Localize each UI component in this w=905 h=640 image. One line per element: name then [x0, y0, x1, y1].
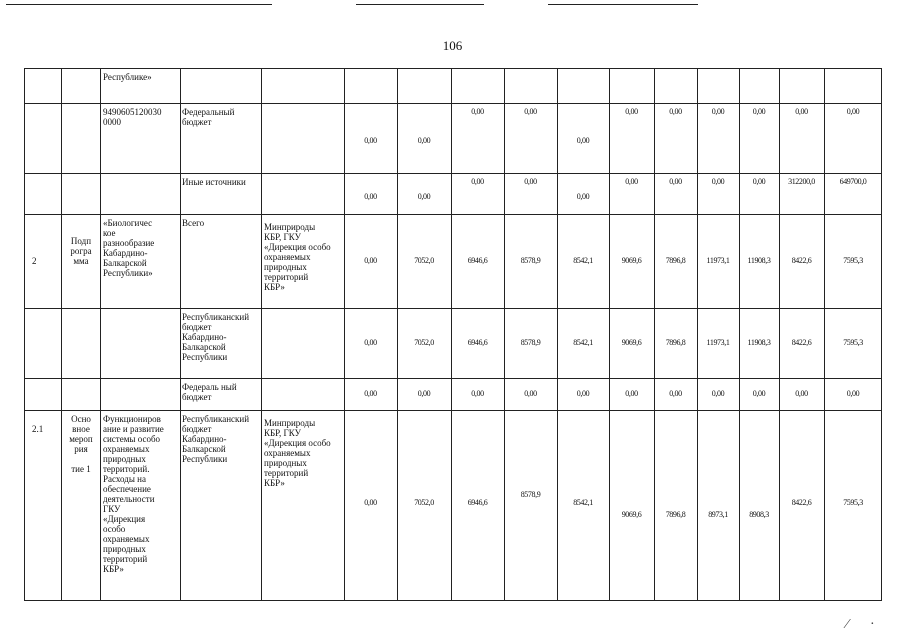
value-cell: 9069,6: [621, 338, 642, 347]
row-name: 9490605120030 0000: [103, 107, 162, 127]
header-rule: [356, 4, 484, 5]
value-cell: 6946,6: [467, 497, 488, 507]
table-row-rule: [24, 378, 882, 379]
value-cell: 0,00: [752, 389, 766, 398]
value-cell: 0,00: [471, 107, 484, 116]
value-cell: 0,00: [364, 389, 377, 398]
page-number: 106: [442, 38, 463, 53]
table-row-rule: [24, 173, 882, 174]
row-type: Осно вное мероп рия тие 1: [69, 414, 93, 474]
value-cell: 0,00: [364, 497, 377, 507]
value-cell: 7595,3: [843, 256, 863, 265]
value-cell: 0,00: [524, 177, 537, 186]
value-cell: 0,00: [417, 191, 431, 201]
value-cell: 0,00: [524, 107, 537, 116]
value-cell: 8578,9: [520, 338, 541, 347]
value-cell: 7896,8: [665, 509, 686, 519]
table-col-rule: [739, 68, 740, 601]
value-cell: 0,00: [625, 389, 638, 398]
value-cell: 11908,3: [747, 256, 771, 265]
value-cell: 649700,0: [839, 177, 867, 186]
row-name: Республике»: [103, 72, 152, 82]
value-cell: 8422,6: [791, 497, 812, 507]
value-cell: 0,00: [669, 107, 682, 116]
value-cell: 0,00: [752, 177, 766, 186]
value-cell: 9069,6: [621, 256, 642, 265]
row-source: Всего: [182, 218, 205, 228]
row-type: Подп рогра мма: [70, 236, 92, 266]
value-cell: 0,00: [364, 256, 377, 265]
value-cell: 8542,1: [573, 338, 593, 347]
table-col-rule: [397, 68, 398, 601]
row-source: Федераль ный бюджет: [182, 382, 237, 402]
value-cell: 8542,1: [573, 256, 593, 265]
value-cell: 0,00: [795, 389, 808, 398]
value-cell: 0,00: [625, 177, 638, 186]
table-row-rule: [24, 600, 882, 601]
value-cell: 9069,6: [621, 509, 642, 519]
table-row-rule: [24, 68, 882, 69]
value-cell: 11973,1: [706, 338, 730, 347]
value-cell: 7896,8: [665, 338, 686, 347]
value-cell: 0,00: [576, 389, 590, 398]
value-cell: 0,00: [711, 107, 725, 116]
value-cell: 7052,0: [414, 497, 434, 507]
value-cell: 0,00: [364, 136, 377, 145]
value-cell: 0,00: [576, 136, 590, 145]
value-cell: 11973,1: [706, 256, 730, 265]
value-cell: 0,00: [471, 177, 484, 186]
table-col-rule: [697, 68, 698, 601]
value-cell: 0,00: [471, 389, 484, 398]
value-cell: 8578,9: [520, 256, 541, 265]
value-cell: 0,00: [846, 389, 860, 398]
margin-mark: ⁄: [846, 617, 849, 632]
margin-mark: ·: [870, 617, 875, 632]
row-name: Функциониров ание и развитие системы особо охраняемых природных территорий. Расходы на обеспечение деятельности ГКУ «Дирекция особо охраняемых природных территорий КБР»: [103, 414, 164, 574]
table-col-rule: [779, 68, 780, 601]
value-cell: 0,00: [417, 389, 431, 398]
table-col-rule: [504, 68, 505, 601]
table-col-rule: [654, 68, 655, 601]
value-cell: 8908,3: [749, 509, 769, 519]
table-col-rule: [100, 68, 101, 601]
value-cell: 11908,3: [747, 338, 771, 347]
value-cell: 0,00: [752, 107, 766, 116]
budget-table: [24, 68, 882, 601]
value-cell: 0,00: [711, 177, 725, 186]
table-col-rule: [24, 68, 25, 601]
row-source: Федеральный бюджет: [182, 107, 235, 127]
table-col-rule: [881, 68, 882, 601]
value-cell: 8578,9: [520, 489, 541, 499]
value-cell: 7896,8: [665, 256, 686, 265]
table-col-rule: [824, 68, 825, 601]
value-cell: 0,00: [576, 191, 590, 201]
table-col-rule: [61, 68, 62, 601]
value-cell: 7595,3: [843, 497, 863, 507]
table-col-rule: [451, 68, 452, 601]
table-col-rule: [557, 68, 558, 601]
table-row-rule: [24, 214, 882, 215]
value-cell: 0,00: [846, 107, 860, 116]
table-row-rule: [24, 410, 882, 411]
value-cell: 0,00: [625, 107, 638, 116]
row-executor: Минприроды КБР, ГКУ «Дирекция особо охраняемых природных территорий КБР»: [264, 222, 331, 292]
table-row-rule: [24, 308, 882, 309]
value-cell: 0,00: [417, 136, 431, 145]
value-cell: 7052,0: [414, 338, 434, 347]
row-number: 2.1: [32, 424, 44, 434]
value-cell: 7052,0: [414, 256, 434, 265]
value-cell: 8542,1: [573, 497, 593, 507]
value-cell: 0,00: [795, 107, 808, 116]
row-executor: Минприроды КБР, ГКУ «Дирекция особо охраняемых природных территорий КБР»: [264, 418, 331, 488]
value-cell: 8973,1: [708, 509, 728, 519]
row-source: Иные источники: [182, 177, 246, 187]
value-cell: 312200,0: [788, 177, 815, 186]
value-cell: 8422,6: [791, 256, 812, 265]
table-row-rule: [24, 103, 882, 104]
row-name: «Биологичес кое разнообразие Кабардино- Балкарской Республики»: [103, 218, 155, 278]
value-cell: 0,00: [524, 389, 537, 398]
header-rule: [548, 4, 698, 5]
value-cell: 0,00: [364, 338, 377, 347]
row-source: Республиканский бюджет Кабардино- Балкарской Республики: [182, 414, 250, 464]
value-cell: 6946,6: [467, 338, 488, 347]
value-cell: 6946,6: [467, 256, 488, 265]
row-number: 2: [32, 256, 37, 266]
value-cell: 0,00: [669, 177, 682, 186]
header-rule: [6, 4, 272, 5]
value-cell: 8422,6: [791, 338, 812, 347]
table-col-rule: [609, 68, 610, 601]
value-cell: 0,00: [669, 389, 682, 398]
value-cell: 0,00: [711, 389, 725, 398]
row-source: Республиканский бюджет Кабардино- Балкарской Республики: [182, 312, 250, 362]
value-cell: 7595,3: [843, 338, 863, 347]
value-cell: 0,00: [364, 191, 377, 201]
